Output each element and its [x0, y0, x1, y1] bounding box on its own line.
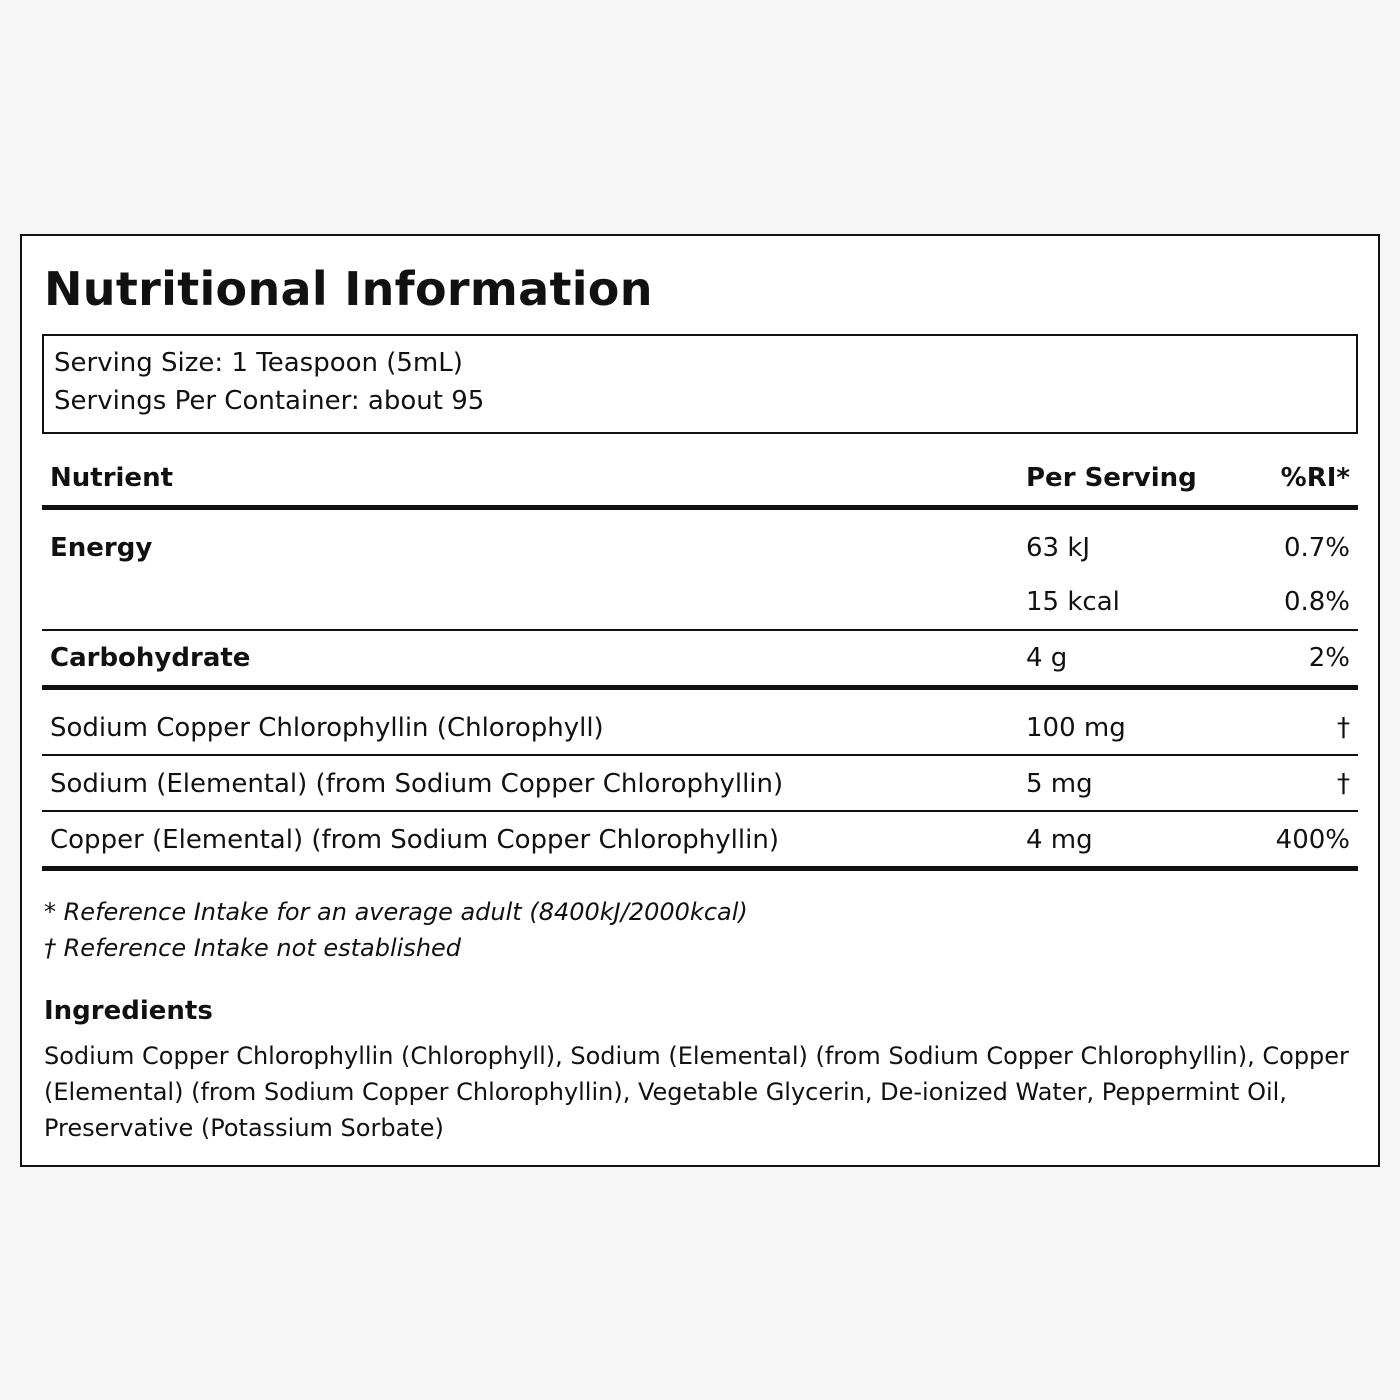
nutrition-panel — [20, 234, 1380, 1167]
table-bottom-divider — [42, 866, 1358, 871]
header-nutrient: Nutrient — [50, 463, 174, 493]
serving-info-box — [42, 334, 1358, 434]
table-row — [42, 638, 1358, 678]
ri-value: 400% — [1275, 825, 1350, 855]
ingredients-heading: Ingredients — [44, 996, 213, 1026]
ri-value: 0.8% — [1283, 587, 1350, 617]
page-title: Nutritional Information — [44, 262, 653, 316]
row-divider — [42, 629, 1358, 631]
servings-per-container: Servings Per Container: about 95 — [54, 386, 485, 416]
header-divider — [42, 505, 1358, 510]
ri-value: † — [1337, 769, 1350, 799]
table-row — [42, 764, 1358, 804]
nutrient-name: Energy — [50, 533, 153, 563]
row-divider — [42, 754, 1358, 756]
per-serving-value: 4 g — [1026, 643, 1068, 673]
section-divider — [42, 685, 1358, 690]
ri-footnote: * Reference Intake for an average adult (8400kJ/2000kcal) — [44, 898, 748, 926]
table-row — [42, 528, 1358, 568]
table-row — [42, 820, 1358, 860]
table-row — [42, 708, 1358, 748]
header-ri: %RI* — [1280, 463, 1350, 493]
ri-value: 0.7% — [1283, 533, 1350, 563]
per-serving-value: 100 mg — [1026, 713, 1126, 743]
nutrient-name: Copper (Elemental) (from Sodium Copper Chlorophyllin) — [50, 825, 779, 855]
nutrient-name: Sodium Copper Chlorophyllin (Chlorophyll) — [50, 713, 604, 743]
nutrient-name: Carbohydrate — [50, 643, 251, 673]
row-divider — [42, 810, 1358, 812]
nutrient-name: Sodium (Elemental) (from Sodium Copper Chlorophyllin) — [50, 769, 784, 799]
per-serving-value: 5 mg — [1026, 769, 1093, 799]
dagger-footnote: † Reference Intake not established — [44, 934, 462, 962]
table-row — [42, 582, 1358, 622]
header-per-serving: Per Serving — [1026, 463, 1197, 493]
per-serving-value: 63 kJ — [1026, 533, 1091, 563]
per-serving-value: 4 mg — [1026, 825, 1093, 855]
ri-value: 2% — [1308, 643, 1350, 673]
ri-value: † — [1337, 713, 1350, 743]
per-serving-value: 15 kcal — [1026, 587, 1120, 617]
table-header-row — [42, 458, 1358, 498]
serving-size: Serving Size: 1 Teaspoon (5mL) — [54, 348, 463, 378]
ingredients-text: Sodium Copper Chlorophyllin (Chlorophyll), Sodium (Elemental) (from Sodium Copper Chlorophyllin), Copper (Elemental) (from Sodium Copper Chlorophyllin), Vegetable Glycerin, De-ionized Water, Peppermint Oil, Preservative (Potassium Sorbate) — [44, 1042, 1349, 1142]
